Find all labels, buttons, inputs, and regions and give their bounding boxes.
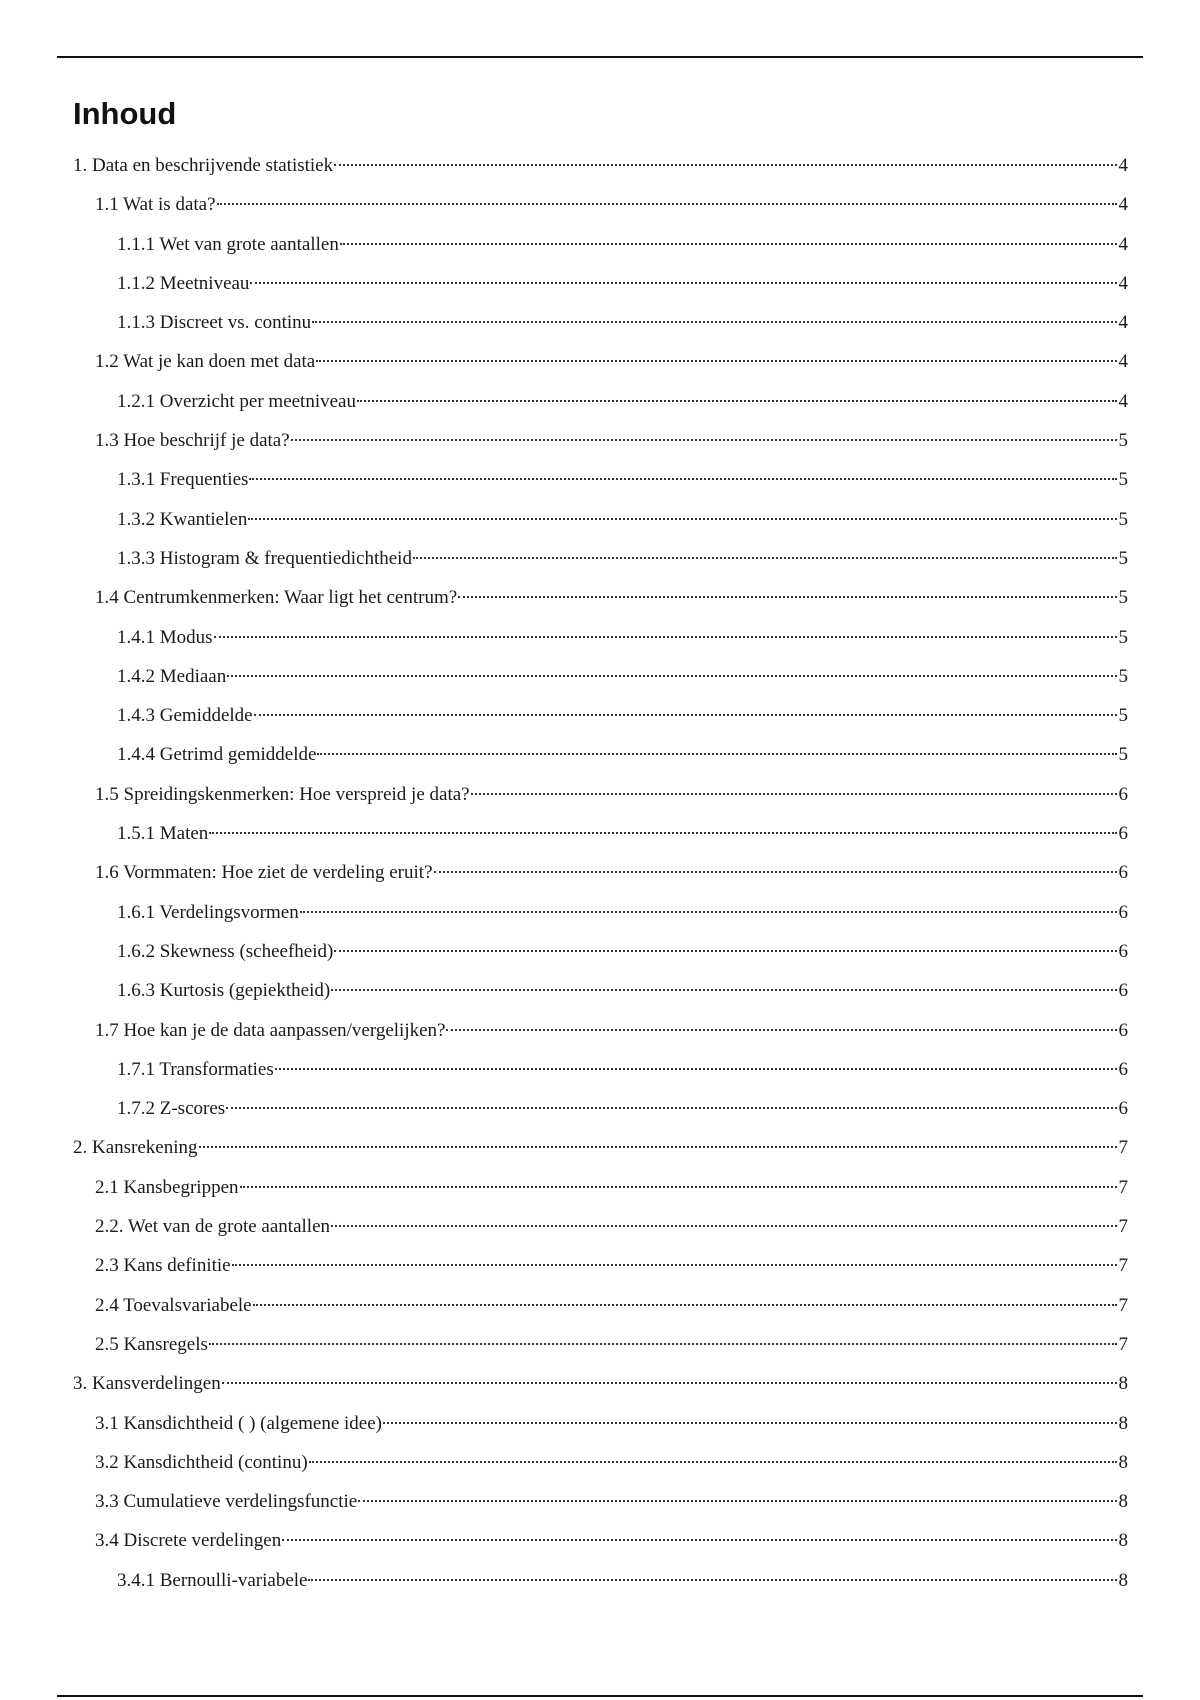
toc-dot-leader	[383, 1420, 1117, 1424]
toc-entry-page-number: 8	[1118, 1491, 1128, 1513]
toc-entry-title: 1.3 Hoe beschrijf je data?	[95, 430, 290, 452]
toc-dot-leader	[471, 791, 1117, 795]
toc-entry-page-number: 6	[1118, 783, 1128, 805]
toc-entry-page-number: 7	[1118, 1176, 1128, 1198]
toc-entry-title: 1.4.3 Gemiddelde	[117, 705, 253, 727]
toc-entry-title: 1.6.2 Skewness (scheefheid)	[117, 940, 334, 962]
toc-entry[interactable]	[117, 657, 1128, 696]
toc-dot-leader	[340, 241, 1117, 245]
toc-entry-title: 1.6.1 Verdelingsvormen	[117, 901, 299, 923]
toc-entry[interactable]	[73, 1128, 1128, 1167]
toc-entry-title: 1.6 Vormmaten: Hoe ziet de verdeling eruit?	[95, 862, 433, 884]
toc-entry-page-number: 6	[1118, 1098, 1128, 1120]
toc-entry-title: 1.7.1 Transformaties	[117, 1058, 274, 1080]
toc-entry[interactable]	[117, 735, 1128, 774]
toc-entry[interactable]	[117, 814, 1128, 853]
toc-entry[interactable]	[95, 342, 1128, 381]
toc-dot-leader	[249, 476, 1117, 480]
toc-entry-title: 1.7.2 Z-scores	[117, 1098, 226, 1120]
toc-entry[interactable]	[117, 1050, 1128, 1089]
toc-entry[interactable]	[95, 1011, 1128, 1050]
toc-entry-title: 3.4 Discrete verdelingen	[95, 1530, 282, 1552]
toc-entry-title: 1.4 Centrumkenmerken: Waar ligt het centrum?	[95, 587, 458, 609]
toc-entry-title: 3. Kansverdelingen	[73, 1373, 221, 1395]
toc-entry-title: 3.4.1 Bernoulli-variabele	[117, 1569, 308, 1591]
toc-dot-leader	[312, 319, 1117, 323]
toc-dot-leader	[248, 516, 1117, 520]
toc-entry[interactable]	[117, 1561, 1128, 1600]
toc-entry-page-number: 6	[1118, 823, 1128, 845]
toc-entry-page-number: 4	[1118, 351, 1128, 373]
toc-entry-page-number: 7	[1118, 1333, 1128, 1355]
toc-entry-page-number: 6	[1118, 1058, 1128, 1080]
toc-entry-page-number: 7	[1118, 1137, 1128, 1159]
toc-entry-page-number: 8	[1118, 1373, 1128, 1395]
toc-dot-leader	[317, 751, 1117, 755]
toc-dot-leader	[300, 909, 1117, 913]
toc-dot-leader	[209, 830, 1117, 834]
toc-dot-leader	[250, 280, 1117, 284]
toc-dot-leader	[331, 1223, 1117, 1227]
toc-entry[interactable]	[95, 1443, 1128, 1482]
toc-dot-leader	[240, 1184, 1117, 1188]
toc-dot-leader	[253, 1302, 1117, 1306]
toc-entry-title: 1.6.3 Kurtosis (gepiektheid)	[117, 980, 331, 1002]
toc-entry[interactable]	[117, 1089, 1128, 1128]
toc-entry-page-number: 5	[1118, 430, 1128, 452]
toc-dot-leader	[316, 358, 1117, 362]
toc-entry-title: 1.1 Wat is data?	[95, 194, 216, 216]
toc-entry-page-number: 5	[1118, 744, 1128, 766]
toc-dot-leader	[214, 634, 1117, 638]
toc-dot-leader	[458, 594, 1117, 598]
toc-entry-page-number: 5	[1118, 508, 1128, 530]
toc-entry-title: 2.5 Kansregels	[95, 1333, 208, 1355]
toc-entry-page-number: 8	[1118, 1530, 1128, 1552]
footer-rule	[57, 1695, 1143, 1697]
toc-entry-title: 1.2.1 Overzicht per meetniveau	[117, 390, 356, 412]
toc-entry-title: 1.4.1 Modus	[117, 626, 213, 648]
toc-dot-leader	[291, 437, 1117, 441]
toc-entry-page-number: 4	[1118, 312, 1128, 334]
toc-entry[interactable]	[95, 1286, 1128, 1325]
toc-entry-page-number: 6	[1118, 980, 1128, 1002]
toc-dot-leader	[226, 1105, 1117, 1109]
toc-entry[interactable]	[117, 932, 1128, 971]
toc-entry[interactable]	[95, 578, 1128, 617]
toc-dot-leader	[331, 987, 1117, 991]
toc-dot-leader	[434, 869, 1117, 873]
toc-entry-title: 3.1 Kansdichtheid ( ) (algemene idee)	[95, 1412, 382, 1434]
toc-entry[interactable]	[95, 185, 1128, 224]
toc-entry-title: 2. Kansrekening	[73, 1137, 198, 1159]
toc-dot-leader	[227, 673, 1117, 677]
toc-entry[interactable]	[117, 696, 1128, 735]
toc-entry-page-number: 7	[1118, 1216, 1128, 1238]
toc-entry-page-number: 6	[1118, 940, 1128, 962]
toc-entry[interactable]	[117, 264, 1128, 303]
toc-entry-page-number: 8	[1118, 1569, 1128, 1591]
toc-entry-page-number: 8	[1118, 1412, 1128, 1434]
toc-entry-page-number: 4	[1118, 233, 1128, 255]
toc-entry-title: 1.2 Wat je kan doen met data	[95, 351, 316, 373]
toc-dot-leader	[209, 1341, 1117, 1345]
toc-dot-leader	[309, 1459, 1117, 1463]
toc-entry-page-number: 5	[1118, 547, 1128, 569]
toc-entry-title: 1.4.2 Mediaan	[117, 665, 227, 687]
toc-entry-title: 1.3.1 Frequenties	[117, 469, 249, 491]
toc-entry[interactable]	[117, 303, 1128, 342]
toc-entry-title: 1.3.3 Histogram & frequentiedichtheid	[117, 547, 412, 569]
toc-entry-title: 1.5 Spreidingskenmerken: Hoe verspreid je data?	[95, 783, 470, 805]
toc-entry-title: 2.3 Kans definitie	[95, 1255, 231, 1277]
toc-dot-leader	[334, 162, 1117, 166]
toc-entry[interactable]	[95, 1404, 1128, 1443]
toc-dot-leader	[217, 201, 1117, 205]
toc-entry[interactable]	[117, 225, 1128, 264]
toc-entry-page-number: 7	[1118, 1294, 1128, 1316]
toc-entry-page-number: 7	[1118, 1255, 1128, 1277]
table-of-contents	[0, 146, 1200, 1600]
toc-entry-page-number: 4	[1118, 194, 1128, 216]
toc-entry[interactable]	[95, 1325, 1128, 1364]
toc-entry-page-number: 5	[1118, 469, 1128, 491]
toc-entry[interactable]	[95, 1207, 1128, 1246]
toc-entry-title: 1. Data en beschrijvende statistiek	[73, 155, 334, 176]
toc-heading: Inhoud	[73, 96, 177, 131]
toc-entry-title: 1.3.2 Kwantielen	[117, 508, 248, 530]
toc-entry-page-number: 4	[1118, 272, 1128, 294]
toc-entry[interactable]	[73, 1364, 1128, 1403]
toc-entry[interactable]	[95, 1482, 1128, 1521]
toc-dot-leader	[254, 712, 1117, 716]
toc-entry-page-number: 8	[1118, 1451, 1128, 1473]
toc-entry[interactable]	[73, 146, 1128, 185]
toc-dot-leader	[446, 1027, 1117, 1031]
toc-entry[interactable]	[95, 421, 1128, 460]
toc-dot-leader	[275, 1066, 1117, 1070]
toc-dot-leader	[357, 398, 1117, 402]
toc-dot-leader	[232, 1262, 1117, 1266]
toc-entry[interactable]	[95, 1521, 1128, 1560]
toc-entry[interactable]	[117, 618, 1128, 657]
toc-dot-leader	[222, 1380, 1117, 1384]
toc-entry-title: 1.5.1 Maten	[117, 823, 209, 845]
toc-dot-leader	[334, 948, 1117, 952]
toc-entry[interactable]	[117, 460, 1128, 499]
toc-entry-page-number: 4	[1118, 390, 1128, 412]
header-rule	[57, 56, 1143, 58]
toc-entry-title: 3.2 Kansdichtheid (continu)	[95, 1451, 308, 1473]
toc-entry[interactable]	[95, 1168, 1128, 1207]
toc-dot-leader	[358, 1498, 1117, 1502]
toc-entry-page-number: 6	[1118, 1019, 1128, 1041]
toc-entry[interactable]	[117, 971, 1128, 1010]
toc-dot-leader	[282, 1537, 1117, 1541]
toc-entry-title: 1.7 Hoe kan je de data aanpassen/vergelijken?	[95, 1019, 446, 1041]
toc-dot-leader	[308, 1577, 1117, 1581]
toc-entry[interactable]	[95, 775, 1128, 814]
toc-entry-page-number: 4	[1118, 155, 1128, 176]
toc-entry[interactable]	[117, 893, 1128, 932]
toc-entry[interactable]	[95, 853, 1128, 892]
toc-entry-page-number: 6	[1118, 862, 1128, 884]
toc-dot-leader	[199, 1144, 1117, 1148]
toc-entry-page-number: 5	[1118, 626, 1128, 648]
toc-entry-title: 1.4.4 Getrimd gemiddelde	[117, 744, 317, 766]
toc-entry[interactable]	[117, 500, 1128, 539]
toc-entry-title: 2.4 Toevalsvariabele	[95, 1294, 252, 1316]
toc-entry-page-number: 5	[1118, 587, 1128, 609]
toc-entry[interactable]	[117, 382, 1128, 421]
toc-entry-title: 1.1.2 Meetniveau	[117, 272, 250, 294]
toc-dot-leader	[413, 555, 1117, 559]
toc-entry-title: 3.3 Cumulatieve verdelingsfunctie	[95, 1491, 358, 1513]
toc-entry-page-number: 5	[1118, 665, 1128, 687]
toc-entry[interactable]	[95, 1246, 1128, 1285]
toc-entry-page-number: 6	[1118, 901, 1128, 923]
toc-entry-page-number: 5	[1118, 705, 1128, 727]
toc-entry[interactable]	[117, 539, 1128, 578]
toc-entry-title: 2.1 Kansbegrippen	[95, 1176, 239, 1198]
toc-entry-title: 1.1.3 Discreet vs. continu	[117, 312, 312, 334]
toc-entry-title: 1.1.1 Wet van grote aantallen	[117, 233, 339, 255]
toc-entry-title: 2.2. Wet van de grote aantallen	[95, 1216, 331, 1238]
